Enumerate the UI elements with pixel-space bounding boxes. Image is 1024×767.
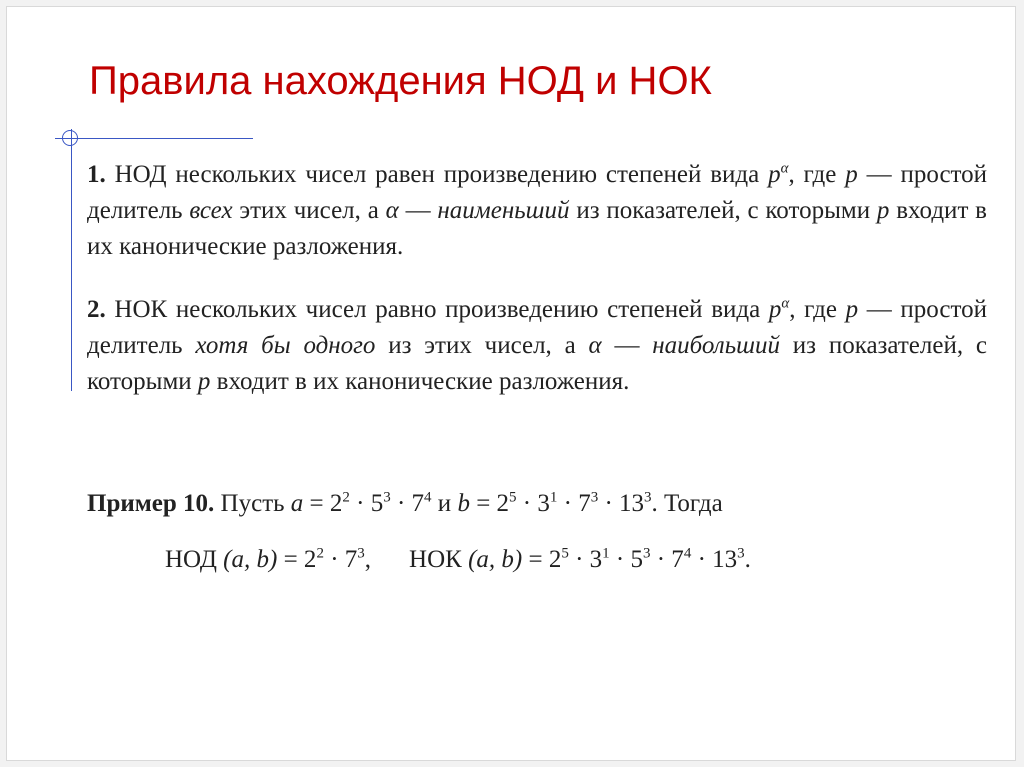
math-exponent: 3 [590,489,599,506]
math-exponent: α [781,295,790,312]
math-exponent: 3 [383,489,391,506]
rule-text: — [601,332,653,359]
math-text: · 5 [609,546,643,573]
rule-lcm [87,292,987,400]
math-exponent: 5 [561,545,569,562]
emphasis-text: наибольший [652,332,780,359]
math-exponent: 3 [644,489,652,506]
math-text: · 7 [557,490,591,517]
math-text: = 2 [469,490,510,517]
math-var: p [768,296,782,323]
math-text: · 3 [516,490,550,517]
emphasis-text: наименьший [437,197,570,224]
math-args: (a, b) [468,546,523,573]
rule-text: НОД нескольких чисел равен произведению степеней вида [105,161,769,188]
math-text: = 2 [277,546,317,573]
math-exponent: 2 [342,489,350,506]
math-text: = 2 [522,546,562,573]
example-statement [87,486,723,522]
math-var: p [876,197,890,224]
math-exponent: 4 [683,545,692,562]
gcd-label: НОД [165,546,224,573]
example-text: . Тогда [651,490,723,517]
math-var: p [845,296,859,323]
rule-text: — [398,197,438,224]
rule-text: , где [789,296,846,323]
rule-text: входит в их канонические разложения. [87,197,987,260]
rule-text: входит в их канонические разложения. [210,368,630,395]
rule-text: , где [788,161,846,188]
emphasis-text: всех [189,197,233,224]
math-text: , [364,546,372,573]
rule-number: 2. [87,296,106,323]
slide-title: Правила нахождения НОД и НОК [89,59,712,103]
math-text: · 7 [323,546,358,573]
math-var: p [197,368,211,395]
rule-text: из этих чисел, а [375,332,589,359]
math-text: · 7 [650,546,684,573]
math-exponent: α [780,160,789,177]
math-text: = 2 [303,490,343,517]
rule-text: — простой делитель [87,296,988,359]
math-exponent: 4 [424,489,432,506]
lcm-label: НОК [409,546,469,573]
example-result [165,542,751,578]
emphasis-text: хотя бы одного [195,332,376,359]
decorative-horizontal-line [55,138,253,139]
example-text: и [431,490,458,517]
rule-text: из показателей, с которыми [87,332,988,395]
math-exponent: 5 [509,489,517,506]
rule-text: НОК нескольких чисел равно произведению степеней вида [105,296,769,323]
math-var: b [457,490,470,517]
math-exponent: 3 [642,545,651,562]
decorative-circle [62,130,78,146]
rule-text: — простой делитель [87,161,988,224]
math-var: α [385,197,399,224]
math-text: · 3 [568,546,603,573]
rule-text: из показателей, с которыми [569,197,877,224]
math-exponent: 2 [316,545,324,562]
math-var: p [845,161,858,188]
math-exponent: 3 [357,545,365,562]
math-var: a [290,490,304,517]
decorative-vertical-line [71,129,72,391]
math-text: · 13 [598,490,645,517]
example-text: Пусть [214,490,291,517]
math-args: (a, b) [223,546,278,573]
rule-text: этих чисел, а [232,197,386,224]
math-exponent: 1 [549,489,558,506]
rule-gcd [87,157,987,265]
math-exponent: 1 [602,545,610,562]
example-label: Пример 10. [87,490,215,517]
math-text: . [744,546,751,573]
math-var: α [588,332,602,359]
math-exponent: 3 [737,545,745,562]
math-var: p [768,161,781,188]
math-text: · 13 [691,546,738,573]
math-text: · 7 [390,490,425,517]
rule-number: 1. [87,161,106,188]
math-text: · 5 [349,490,384,517]
slide [6,6,1016,761]
